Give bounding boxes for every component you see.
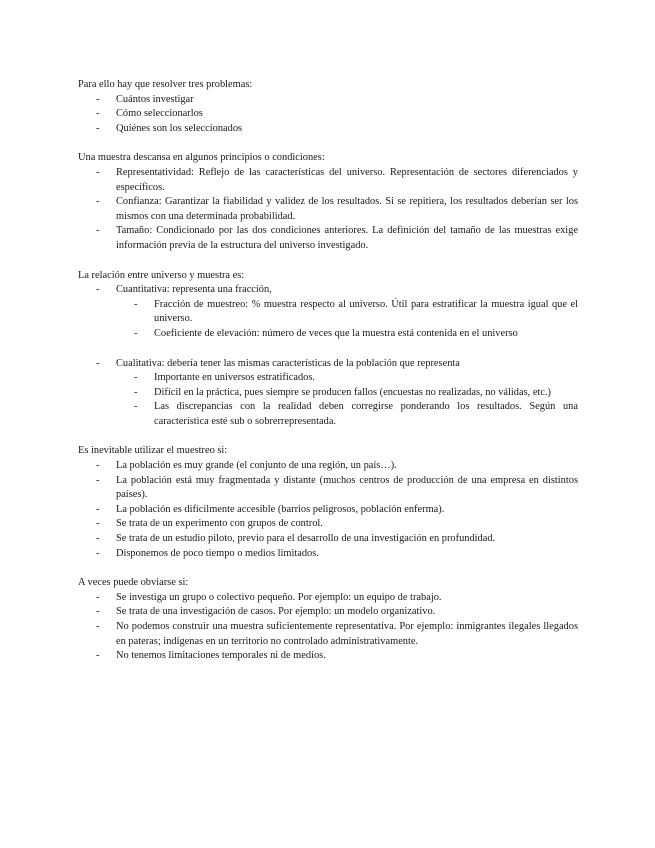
- list-item: [78, 591, 578, 606]
- bullet-list: [78, 93, 578, 137]
- dash-bullet: -: [134, 401, 138, 413]
- dash-bullet: -: [96, 357, 100, 369]
- list-item-text: No podemos construir una muestra suficientemente representativa. Por ejemplo: inmigrantes ilegales llegados en pateras; indígenas en un territorio no controlado administrativamente.: [116, 621, 578, 647]
- spacer: [78, 254, 578, 269]
- list-item: [78, 224, 578, 253]
- list-item-text: No tenemos limitaciones temporales ni de medios.: [116, 650, 326, 662]
- sub-list: [116, 371, 578, 429]
- section-heading: A veces puede obviarse si:: [78, 577, 189, 589]
- sub-list-item: [116, 327, 578, 342]
- dash-bullet: -: [96, 518, 100, 530]
- spacer: [78, 136, 578, 151]
- sub-list-item: [116, 371, 578, 386]
- sub-list-item-text: Difícil en la práctica, pues siempre se producen fallos (encuestas no realizadas, no válidas, etc.): [154, 386, 551, 398]
- list-item: [78, 517, 578, 532]
- list-item-text: Disponemos de poco tiempo o medios limitados.: [116, 547, 319, 559]
- spacer: [78, 561, 578, 576]
- dash-bullet: -: [96, 166, 100, 178]
- dash-bullet: -: [96, 503, 100, 515]
- list-item-text: Se trata de una investigación de casos. Por ejemplo: un modelo organizativo.: [116, 606, 436, 618]
- list-item: [78, 620, 578, 649]
- section-heading: Es inevitable utilizar el muestreo si:: [78, 445, 228, 457]
- bullet-list: [78, 459, 578, 561]
- dash-bullet: -: [96, 547, 100, 559]
- list-item: [78, 503, 578, 518]
- list-item-text: Se trata de un estudio piloto, previo para el desarrollo de una investigación en profundidad.: [116, 533, 496, 545]
- list-item-text: Cuantitativa: representa una fracción,: [116, 284, 272, 296]
- dash-bullet: -: [96, 621, 100, 632]
- sub-list-item: [116, 386, 578, 401]
- list-item: [78, 474, 578, 503]
- list-item-text: La población es difícilmente accesible (barrios peligrosos, población enferma).: [116, 503, 445, 515]
- list-item-text: Cualitativa: debería tener las mismas características de la población que representa: [116, 357, 460, 369]
- dash-bullet: -: [96, 474, 100, 486]
- list-item: [78, 649, 578, 664]
- list-item: [78, 459, 578, 474]
- dash-bullet: -: [96, 591, 100, 603]
- list-item-text: Tamaño: Condicionado por las dos condiciones anteriores. La definición del tamaño de las muestras exige información previa de la estructura del universo investigado.: [116, 225, 578, 251]
- dash-bullet: -: [134, 386, 138, 398]
- dash-bullet: -: [96, 93, 100, 105]
- list-item: [78, 283, 578, 341]
- sub-list-item: [116, 298, 578, 327]
- list-item: [78, 166, 578, 195]
- section-heading: La relación entre universo y muestra es:: [78, 269, 245, 281]
- bullet-list: [78, 166, 578, 254]
- list-item: [78, 357, 578, 430]
- list-item-text: Cómo seleccionarlos: [116, 108, 203, 120]
- sub-list-item-text: Importante en universos estratificados.: [154, 372, 316, 384]
- dash-bullet: -: [96, 196, 100, 208]
- section-heading: Para ello hay que resolver tres problemas:: [78, 79, 253, 90]
- bullet-list: [78, 283, 578, 341]
- dash-bullet: -: [134, 372, 138, 384]
- list-item: [78, 122, 578, 137]
- dash-bullet: -: [134, 327, 138, 339]
- dash-bullet: -: [96, 460, 100, 472]
- list-item: [78, 605, 578, 620]
- bullet-list: [78, 357, 578, 430]
- dash-bullet: -: [96, 122, 100, 134]
- list-item: [78, 532, 578, 547]
- list-item-text: Representatividad: Reflejo de las características del universo. Representación de sectores diferenciados y específicos.: [116, 166, 578, 193]
- list-item-text: Confianza: Garantizar la fiabilidad y validez de los resultados. Si se repitiera, los resultados deberían ser los mismos con una determinada probabilidad.: [116, 196, 578, 222]
- list-item: [78, 107, 578, 122]
- list-item-text: Quiénes son los seleccionados: [116, 122, 243, 134]
- sub-list-item: [116, 400, 578, 429]
- dash-bullet: -: [96, 650, 100, 662]
- list-item-text: La población está muy fragmentada y distante (muchos centros de producción de una empresa en distintos países).: [116, 474, 578, 501]
- sub-list: [116, 298, 578, 342]
- spacer: [78, 429, 578, 444]
- list-item-text: La población es muy grande (el conjunto de una región, un país…).: [116, 460, 397, 472]
- dash-bullet: -: [96, 108, 100, 120]
- list-item-text: Se investiga un grupo o colectivo pequeño. Por ejemplo: un equipo de trabajo.: [116, 591, 442, 603]
- section-heading: Una muestra descansa en algunos principios o condiciones:: [78, 152, 325, 164]
- sub-list-item-text: Coeficiente de elevación: número de veces que la muestra está contenida en el universo: [154, 327, 518, 339]
- document-page: [78, 78, 578, 664]
- dash-bullet: -: [96, 533, 100, 545]
- sub-list-item-text: Las discrepancias con la realidad deben corregirse ponderando los resultados. Según una característica esté sub o sobrerrepresentada.: [154, 401, 578, 427]
- list-item: [78, 547, 578, 562]
- list-item: [78, 195, 578, 224]
- bullet-list: [78, 591, 578, 664]
- sub-list-item-text: Fracción de muestreo: % muestra respecto al universo. Útil para estratificar la muestra igual que el universo.: [154, 298, 578, 325]
- list-item-text: Se trata de un experimento con grupos de control.: [116, 518, 323, 530]
- dash-bullet: -: [96, 606, 100, 618]
- dash-bullet: -: [96, 225, 100, 237]
- list-item: [78, 93, 578, 108]
- dash-bullet: -: [96, 284, 100, 296]
- list-item-text: Cuántos investigar: [116, 93, 194, 105]
- spacer: [78, 342, 578, 357]
- dash-bullet: -: [134, 298, 138, 310]
